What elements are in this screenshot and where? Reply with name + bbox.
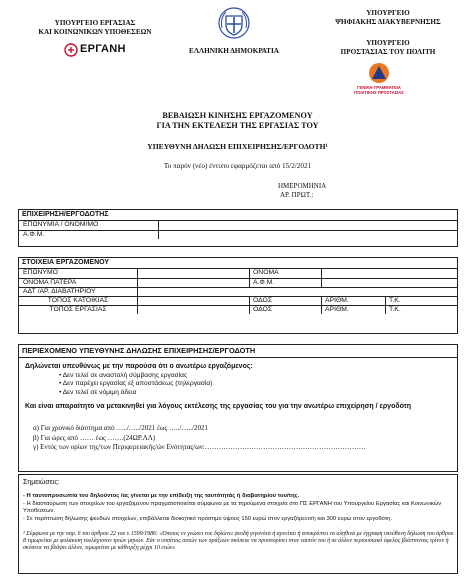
employer-heading: ΕΠΙΧΕΙΡΗΣΗ/ΕΡΓΟΔΟΤΗΣ bbox=[19, 210, 457, 221]
header-right-1 bbox=[318, 9, 458, 27]
employee-row-names[interactable] bbox=[19, 269, 457, 278]
greek-emblem-icon bbox=[218, 6, 250, 40]
footnote: ¹ Σύμφωνα με την παρ. 6 του άρθρου 22 του ν.1599/1986: «Όποιος εν γνώσει του δηλώνει ψευδή γεγονότα ή αρνείται ή αποκρύπτει τα αληθινά με έγγραφη υπεύθυνη δήλωση του άρθρου 8 τιμωρείται με φυλάκιση τουλάχιστον τριών μηνών. Εάν ο υπαίτιος αυτών των πράξεων σκόπευε να προσπορίσει στον εαυτόν του ή σε άλλον περιουσιακό όφελος βλάπτοντας τρίτον ή σκόπευε να βλάψει άλλον, τιμωρείται με κάθειρξη μέχρι 10 ετών» bbox=[23, 531, 454, 552]
content-items bbox=[33, 424, 366, 453]
ministry-labour-line2: ΚΑΙ ΚΟΙΝΩΝΙΚΩΝ ΥΠΟΘΕΣΕΩΝ bbox=[38, 28, 152, 36]
work-label: ΤΟΠΟΣ ΕΡΓΑΣΙΑΣ bbox=[49, 306, 107, 313]
ministry-labour-line1: ΥΠΟΥΡΓΕΙΟ ΕΡΓΑΣΙΑΣ bbox=[54, 19, 136, 27]
notes-heading: Σημειώσεις: bbox=[23, 479, 60, 486]
greek-emblem bbox=[218, 6, 250, 40]
content-heading: ΠΕΡΙΕΧΟΜΕΝΟ ΥΠΕΥΘΥΝΗΣ ΔΗΛΩΣΗΣ ΕΠΙΧΕΙΡΗΣΗΣ/ΕΡΓΟΔΟΤΗ bbox=[19, 345, 457, 358]
ergani-logo-text: ΕΡΓΑΝΗ bbox=[80, 43, 126, 55]
employer-section bbox=[18, 209, 458, 247]
civil-protection-logo bbox=[368, 62, 390, 84]
bullet-item: • Δεν τελεί σε αναστολή σύμβασης εργασίας bbox=[59, 372, 188, 379]
civil-caption-line2: ΠΟΛΙΤΙΚΗΣ ΠΡΟΣΤΑΣΙΑΣ bbox=[354, 90, 404, 95]
hours-item[interactable]: β) Για ώρες από …… έως …….(24ΩΡ.ΛΛ) bbox=[33, 433, 156, 442]
header-left bbox=[20, 19, 170, 37]
residence-street-label: ΟΔΟΣ bbox=[253, 297, 273, 304]
employee-afm-label: Α.Φ.Μ. bbox=[253, 279, 275, 286]
residence-label: ΤΟΠΟΣ ΚΑΤΟΙΚΙΑΣ bbox=[47, 297, 109, 304]
employee-section bbox=[18, 257, 458, 334]
bullet-text: Δεν τελεί σε νόμιμη άδεια bbox=[62, 388, 137, 396]
residence-tk-label: Τ.Κ. bbox=[389, 297, 401, 304]
ministry-citizen-line2: ΠΡΟΣΤΑΣΙΑΣ ΤΟΥ ΠΟΛΙΤΗ bbox=[340, 48, 436, 56]
doc-subtitle: Το παρόν (νέο) έντυπο εφαρμόζεται από 15/2/2021 bbox=[163, 162, 312, 170]
header-right-2 bbox=[318, 39, 458, 57]
note-identity: - Η ταυτοπροσωπία του δηλούντος /ας γίνεται με την επίδειξη της ταυτότητάς ή διαβατηρίου του/της. bbox=[23, 493, 300, 499]
employee-row-work[interactable] bbox=[19, 305, 457, 314]
employee-row-residence[interactable] bbox=[19, 296, 457, 305]
civil-protection-icon bbox=[368, 62, 390, 84]
employer-rows bbox=[19, 221, 457, 239]
content-para: Και είναι απαραίτητο να μετακινηθεί για λόγους εκτέλεσης της εργασίας του για την ανωτέρω επιχείρηση / εργοδότη bbox=[25, 403, 412, 410]
region-item[interactable]: γ) Εντός των ορίων της/των Περιφερειακής/ών Ενότητας/ων:…………………………………………………………… bbox=[33, 443, 366, 451]
bullet-item: • Δεν παρέχει εργασίας εξ αποστάσεως (τηλεργασία) bbox=[59, 380, 213, 388]
content-bullets bbox=[59, 372, 212, 397]
employer-afm-row[interactable] bbox=[19, 230, 457, 239]
bullet-text: Δεν παρέχει εργασίας εξ αποστάσεως (τηλεργασία) bbox=[62, 380, 213, 388]
work-street-label: ΟΔΟΣ bbox=[253, 306, 273, 313]
employee-row-id[interactable] bbox=[19, 287, 457, 296]
ergani-icon bbox=[64, 43, 78, 57]
protocol-label: ΑΡ. ΠΡΩΤ.: bbox=[280, 191, 314, 199]
title-line3: ΥΠΕΥΘΥΝΗ ΔΗΛΩΣΗ ΕΠΙΧΕΙΡΗΣΗΣ/ΕΡΓΟΔΟΤΗ¹ bbox=[147, 142, 328, 151]
content-section bbox=[18, 344, 458, 472]
work-tk-label: Τ.Κ. bbox=[389, 306, 401, 313]
note-penalty: - Σε περίπτωση δήλωσης ψευδών στοιχείων, επιβάλλεται διοικητικό πρόστιμο ύψους 150 ευρώ στον εργαζόμενο/η και 300 ευρώ στον εργοδότη. bbox=[23, 516, 392, 522]
bullet-item: • Δεν τελεί σε νόμιμη άδεια bbox=[59, 388, 137, 396]
ministry-digital-line1: ΥΠΟΥΡΓΕΙΟ bbox=[366, 9, 410, 17]
title-line1: ΒΕΒΑΙΩΣΗ ΚΙΝΗΣΗΣ ΕΡΓΑΖΟΜΕΝΟΥ bbox=[162, 111, 313, 120]
employee-rows bbox=[19, 269, 457, 314]
father-label: ΟΝΟΜΑ ΠΑΤΕΡΑ bbox=[23, 279, 77, 286]
ergani-logo bbox=[64, 43, 134, 57]
employer-name-row[interactable] bbox=[19, 221, 457, 230]
residence-number-label: ΑΡΙΘΜ. bbox=[325, 297, 349, 304]
content-intro: Δηλώνεται υπευθύνως με την παρούσα ότι ο ανωτέρω εργαζόμενος: bbox=[25, 363, 253, 370]
work-number-label: ΑΡΙΘΜ. bbox=[325, 306, 349, 313]
hellenic-republic: ΕΛΛΗΝΙΚΗ ΔΗΜΟΚΡΑΤΙΑ bbox=[189, 47, 279, 55]
meta-block bbox=[278, 182, 326, 200]
date-label: ΗΜΕΡΟΜΗΝΙΑ bbox=[278, 182, 327, 190]
surname-label: ΕΠΩΝΥΜΟ bbox=[23, 269, 58, 276]
civil-caption-line1: ΓΕΝΙΚΗ ΓΡΑΜΜΑΤΕΙΑ bbox=[357, 85, 401, 90]
name-label: ΟΝΟΜΑ bbox=[253, 269, 279, 276]
employer-name-label: ΕΠΩΝΥΜΙΑ / ΟΝΟΜ/ΜΟ bbox=[23, 221, 99, 228]
bullet-text: Δεν τελεί σε αναστολή σύμβασης εργασίας bbox=[62, 372, 188, 379]
id-label: ΑΔΤ /ΑΡ. ΔΙΑΒΑΤΗΡΙΟΥ bbox=[23, 288, 96, 295]
ministry-citizen-line1: ΥΠΟΥΡΓΕΙΟ bbox=[366, 39, 410, 47]
employee-heading: ΣΤΟΙΧΕΙΑ ΕΡΓΑΖΟΜΕΝΟΥ bbox=[19, 258, 457, 269]
period-item[interactable]: α) Για χρονικό διάστημα από …../…../2021 έως …../…../2021 bbox=[33, 424, 208, 432]
note-crosscheck: - Η διασταύρωση των στοιχείων του εργαζόμενου πραγματοποιείται σύμφωνα με τα τηρούμενα στοιχεία στο ΠΣ ΕΡΓΑΝΗ του Υπουργείου Εργασίας και Κοινωνικών Υποθέσεων. bbox=[23, 501, 442, 515]
employee-row-father[interactable] bbox=[19, 278, 457, 287]
title-line2: ΓΙΑ ΤΗΝ ΕΚΤΕΛΕΣΗ ΤΗΣ ΕΡΓΑΣΙΑΣ ΤΟΥ bbox=[156, 121, 319, 130]
ministry-digital-line2: ΨΗΦΙΑΚΗΣ ΔΙΑΚΥΒΕΡΝΗΣΗΣ bbox=[335, 18, 441, 26]
employer-afm-label: Α.Φ.Μ. bbox=[23, 231, 45, 238]
doc-title bbox=[90, 111, 385, 131]
civil-protection-caption bbox=[340, 85, 418, 95]
notes-section bbox=[18, 474, 458, 574]
